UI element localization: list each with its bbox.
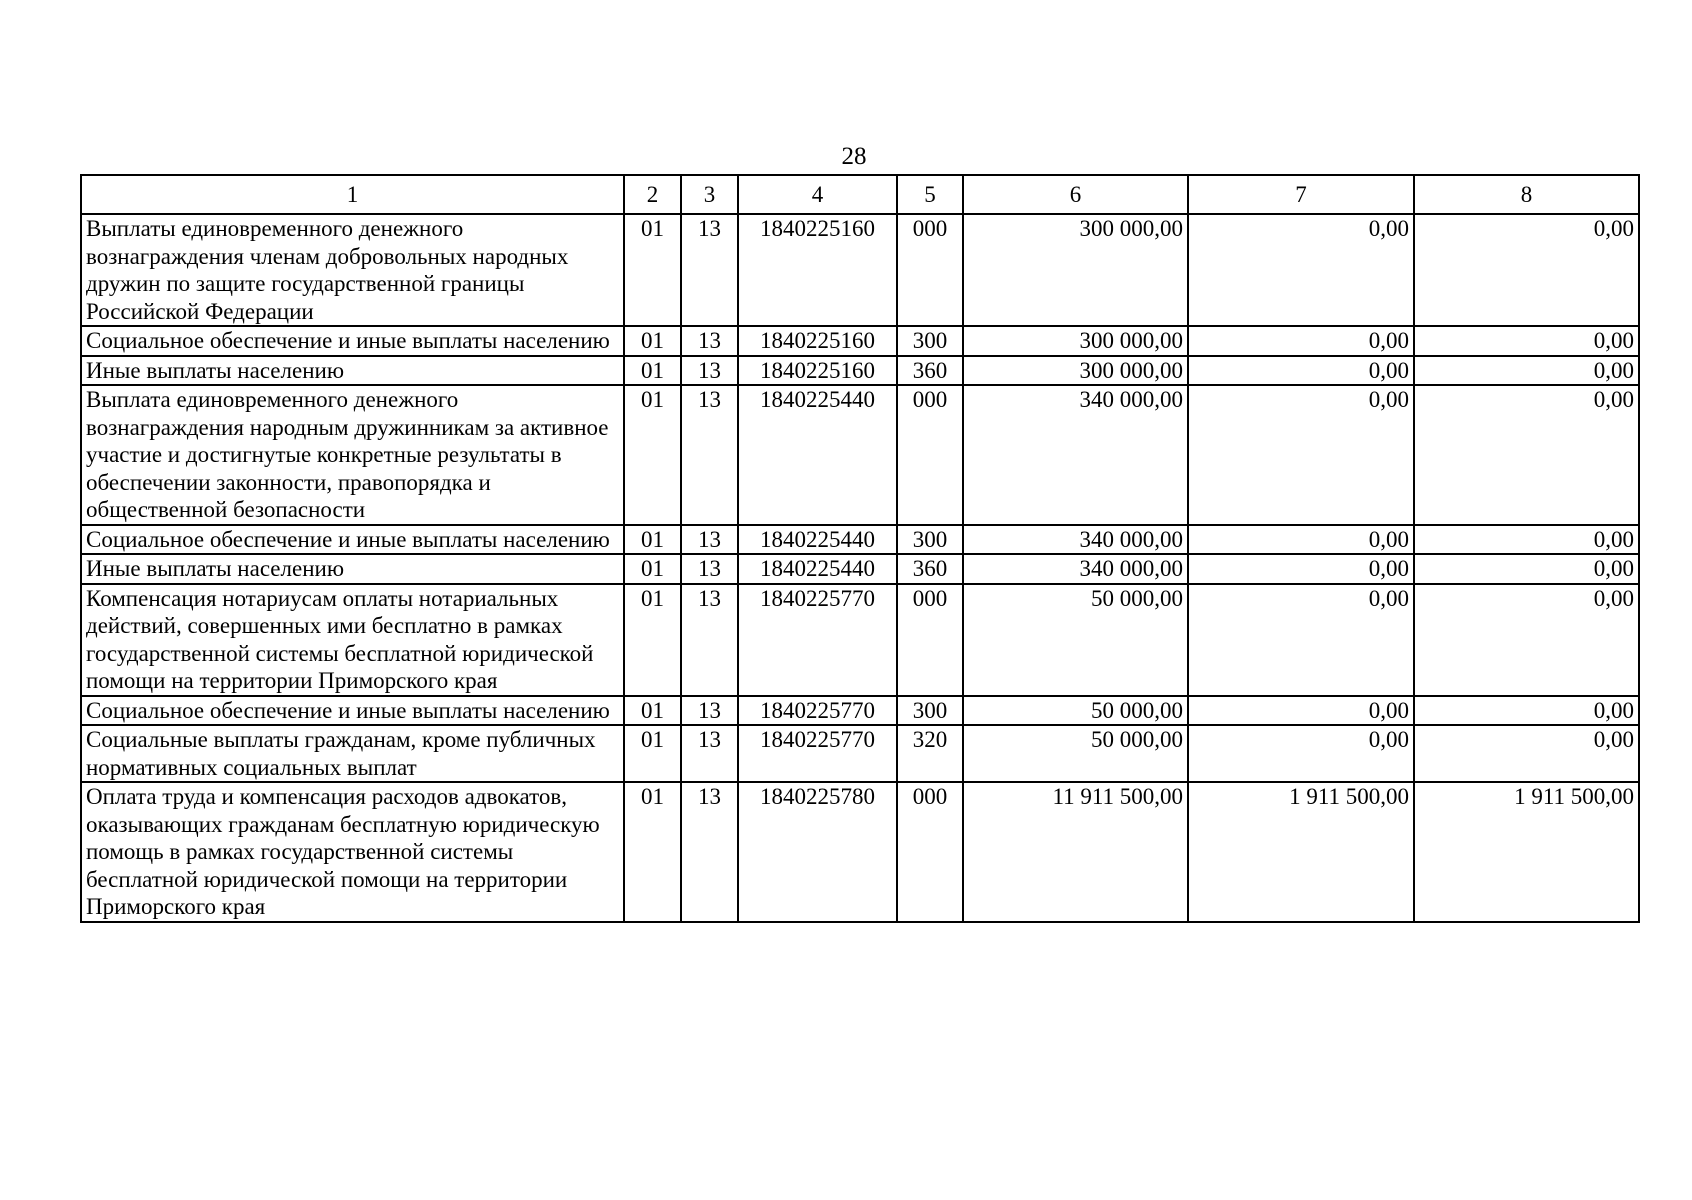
amount-col-8: 1 911 500,00	[1414, 782, 1639, 922]
column-header: 5	[897, 175, 963, 214]
expense-type-code: 320	[897, 725, 963, 782]
amount-col-7: 0,00	[1188, 525, 1414, 555]
table-row	[81, 696, 1639, 726]
table-row	[81, 554, 1639, 584]
column-header: 2	[624, 175, 681, 214]
section-code: 01	[624, 385, 681, 525]
amount-col-6: 300 000,00	[963, 326, 1188, 356]
target-article-code: 1840225780	[738, 782, 897, 922]
expense-type-code: 000	[897, 214, 963, 326]
target-article-code: 1840225770	[738, 725, 897, 782]
row-name: Оплата труда и компенсация расходов адвокатов, оказывающих гражданам бесплатную юридическую помощь в рамках государственной системы бесплатной юридической помощи на территории Приморского края	[81, 782, 624, 922]
amount-col-6: 11 911 500,00	[963, 782, 1188, 922]
amount-col-8: 0,00	[1414, 525, 1639, 555]
amount-col-7: 0,00	[1188, 725, 1414, 782]
section-code: 01	[624, 696, 681, 726]
row-name: Социальное обеспечение и иные выплаты населению	[81, 525, 624, 555]
amount-col-6: 340 000,00	[963, 525, 1188, 555]
target-article-code: 1840225160	[738, 214, 897, 326]
expense-type-code: 000	[897, 584, 963, 696]
amount-col-7: 0,00	[1188, 696, 1414, 726]
target-article-code: 1840225160	[738, 356, 897, 386]
section-code: 01	[624, 214, 681, 326]
amount-col-8: 0,00	[1414, 214, 1639, 326]
amount-col-6: 50 000,00	[963, 725, 1188, 782]
column-header: 6	[963, 175, 1188, 214]
subsection-code: 13	[681, 782, 738, 922]
amount-col-7: 0,00	[1188, 326, 1414, 356]
amount-col-6: 300 000,00	[963, 356, 1188, 386]
amount-col-6: 340 000,00	[963, 385, 1188, 525]
amount-col-8: 0,00	[1414, 326, 1639, 356]
table-row	[81, 725, 1639, 782]
amount-col-7: 0,00	[1188, 554, 1414, 584]
amount-col-6: 300 000,00	[963, 214, 1188, 326]
expense-type-code: 360	[897, 356, 963, 386]
section-code: 01	[624, 782, 681, 922]
amount-col-6: 340 000,00	[963, 554, 1188, 584]
subsection-code: 13	[681, 554, 738, 584]
table-row	[81, 214, 1639, 326]
column-header: 4	[738, 175, 897, 214]
expense-type-code: 300	[897, 326, 963, 356]
expense-type-code: 000	[897, 782, 963, 922]
expense-type-code: 360	[897, 554, 963, 584]
target-article-code: 1840225770	[738, 584, 897, 696]
section-code: 01	[624, 525, 681, 555]
amount-col-8: 0,00	[1414, 584, 1639, 696]
table-row	[81, 326, 1639, 356]
amount-col-7: 0,00	[1188, 385, 1414, 525]
section-code: 01	[624, 725, 681, 782]
budget-table	[80, 174, 1640, 923]
target-article-code: 1840225440	[738, 554, 897, 584]
section-code: 01	[624, 356, 681, 386]
row-name: Социальное обеспечение и иные выплаты населению	[81, 696, 624, 726]
section-code: 01	[624, 326, 681, 356]
row-name: Компенсация нотариусам оплаты нотариальных действий, совершенных ими бесплатно в рамках государственной системы бесплатной юридической помощи на территории Приморского края	[81, 584, 624, 696]
section-code: 01	[624, 554, 681, 584]
amount-col-6: 50 000,00	[963, 696, 1188, 726]
subsection-code: 13	[681, 725, 738, 782]
subsection-code: 13	[681, 584, 738, 696]
column-header: 1	[81, 175, 624, 214]
amount-col-7: 0,00	[1188, 356, 1414, 386]
amount-col-6: 50 000,00	[963, 584, 1188, 696]
amount-col-8: 0,00	[1414, 385, 1639, 525]
row-name: Выплаты единовременного денежного вознаграждения членам добровольных народных дружин по защите государственной границы Российской Федерации	[81, 214, 624, 326]
amount-col-7: 0,00	[1188, 214, 1414, 326]
target-article-code: 1840225440	[738, 385, 897, 525]
amount-col-8: 0,00	[1414, 725, 1639, 782]
column-header: 3	[681, 175, 738, 214]
table-row	[81, 782, 1639, 922]
subsection-code: 13	[681, 525, 738, 555]
subsection-code: 13	[681, 385, 738, 525]
expense-type-code: 000	[897, 385, 963, 525]
table-row	[81, 525, 1639, 555]
row-name: Социальное обеспечение и иные выплаты населению	[81, 326, 624, 356]
table-row	[81, 584, 1639, 696]
page-number: 28	[841, 143, 867, 170]
target-article-code: 1840225160	[738, 326, 897, 356]
amount-col-8: 0,00	[1414, 554, 1639, 584]
expense-type-code: 300	[897, 525, 963, 555]
table-row	[81, 356, 1639, 386]
section-code: 01	[624, 584, 681, 696]
row-name: Выплата единовременного денежного вознаграждения народным дружинникам за активное участие и достигнутые конкретные результаты в обеспечении законности, правопорядка и общественной безопасности	[81, 385, 624, 525]
target-article-code: 1840225440	[738, 525, 897, 555]
subsection-code: 13	[681, 696, 738, 726]
header-row	[81, 175, 1639, 214]
column-header: 7	[1188, 175, 1414, 214]
target-article-code: 1840225770	[738, 696, 897, 726]
table-row	[81, 385, 1639, 525]
column-header: 8	[1414, 175, 1639, 214]
amount-col-7: 0,00	[1188, 584, 1414, 696]
amount-col-7: 1 911 500,00	[1188, 782, 1414, 922]
amount-col-8: 0,00	[1414, 356, 1639, 386]
row-name: Иные выплаты населению	[81, 554, 624, 584]
row-name: Иные выплаты населению	[81, 356, 624, 386]
subsection-code: 13	[681, 356, 738, 386]
expense-type-code: 300	[897, 696, 963, 726]
subsection-code: 13	[681, 326, 738, 356]
row-name: Социальные выплаты гражданам, кроме публичных нормативных социальных выплат	[81, 725, 624, 782]
subsection-code: 13	[681, 214, 738, 326]
amount-col-8: 0,00	[1414, 696, 1639, 726]
